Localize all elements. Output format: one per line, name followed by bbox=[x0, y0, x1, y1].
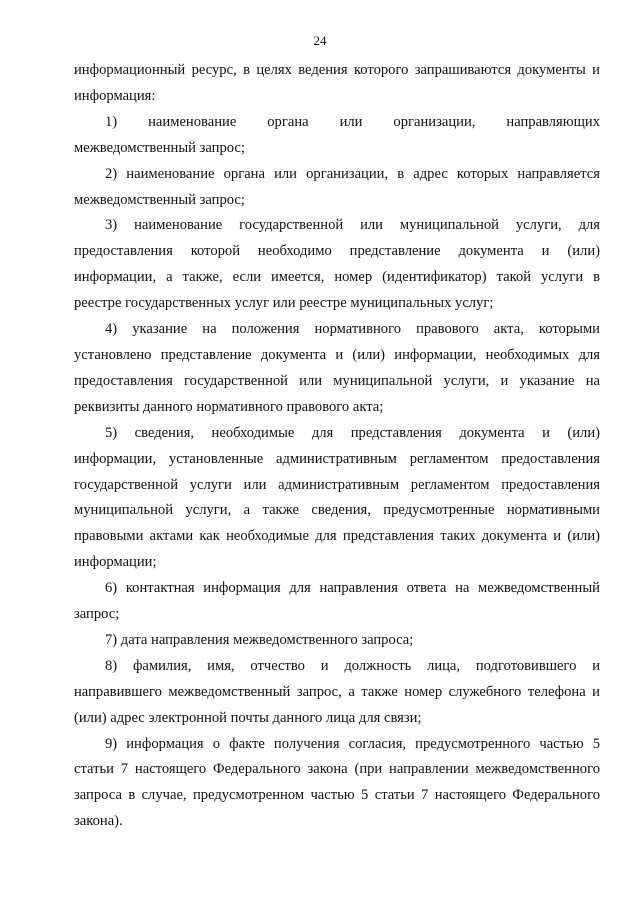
text-line: 8) фамилия, имя, отчество и должность лица, подготовившего и bbox=[105, 657, 600, 674]
text-line: статьи 7 настоящего Федерального закона (при направлении межведомственного bbox=[74, 761, 600, 778]
text-line: закона). bbox=[74, 813, 123, 830]
text-line: государственной услуги или административным регламентом предоставления bbox=[74, 476, 600, 493]
document-body bbox=[74, 58, 600, 835]
text-line: 7) дата направления межведомственного запроса; bbox=[105, 631, 414, 648]
paragraph bbox=[74, 162, 600, 214]
text-line: 3) наименование государственной или муниципальной услуги, для bbox=[105, 217, 600, 234]
text-line: 6) контактная информация для направления ответа на межведомственный bbox=[105, 580, 600, 597]
paragraph bbox=[74, 654, 600, 732]
paragraph bbox=[74, 110, 600, 162]
text-line: информация: bbox=[74, 87, 156, 104]
text-line: установлено представление документа и (или) информации, необходимых для bbox=[74, 346, 600, 363]
text-line: запроса в случае, предусмотренном частью 5 статьи 7 настоящего Федерального bbox=[74, 787, 600, 804]
text-line: информации, а также, если имеется, номер (идентификатор) такой услуги в bbox=[74, 269, 600, 286]
text-line: предоставления государственной или муниципальной услуги, и указание на bbox=[74, 372, 600, 389]
paragraph bbox=[74, 421, 600, 576]
text-line: межведомственный запрос; bbox=[74, 191, 245, 208]
text-line: 1) наименование органа или организации, направляющих bbox=[105, 113, 600, 130]
text-line: 9) информация о факте получения согласия, предусмотренного частью 5 bbox=[105, 735, 600, 752]
text-line: муниципальной услуги, а также сведения, предусмотренные нормативными bbox=[74, 502, 600, 519]
paragraph bbox=[74, 213, 600, 317]
text-line: 5) сведения, необходимые для представления документа и (или) bbox=[105, 424, 600, 441]
text-line: направившего межведомственный запрос, а также номер служебного телефона и bbox=[74, 683, 600, 700]
paragraph bbox=[74, 732, 600, 836]
page-number: 24 bbox=[313, 33, 327, 48]
text-line: 2) наименование органа или организации, в адрес которых направляется bbox=[105, 165, 600, 182]
paragraph bbox=[74, 317, 600, 421]
text-line: запрос; bbox=[74, 606, 120, 623]
text-line: предоставления которой необходимо представление документа и (или) bbox=[74, 243, 600, 260]
text-line: 4) указание на положения нормативного правового акта, которыми bbox=[105, 321, 600, 338]
paragraph bbox=[74, 628, 600, 654]
paragraph bbox=[74, 58, 600, 110]
text-line: (или) адрес электронной почты данного лица для связи; bbox=[74, 709, 422, 726]
text-line: правовыми актами как необходимые для представления таких документа и (или) bbox=[74, 528, 600, 545]
text-line: информации; bbox=[74, 554, 157, 571]
paragraph bbox=[74, 576, 600, 628]
text-line: информационный ресурс, в целях ведения которого запрашиваются документы и bbox=[74, 62, 600, 78]
text-line: межведомственный запрос; bbox=[74, 139, 245, 156]
text-line: информации, установленные административным регламентом предоставления bbox=[74, 450, 600, 467]
text-line: реквизиты данного нормативного правового акта; bbox=[74, 398, 384, 415]
text-line: реестре государственных услуг или реестре муниципальных услуг; bbox=[74, 295, 494, 312]
